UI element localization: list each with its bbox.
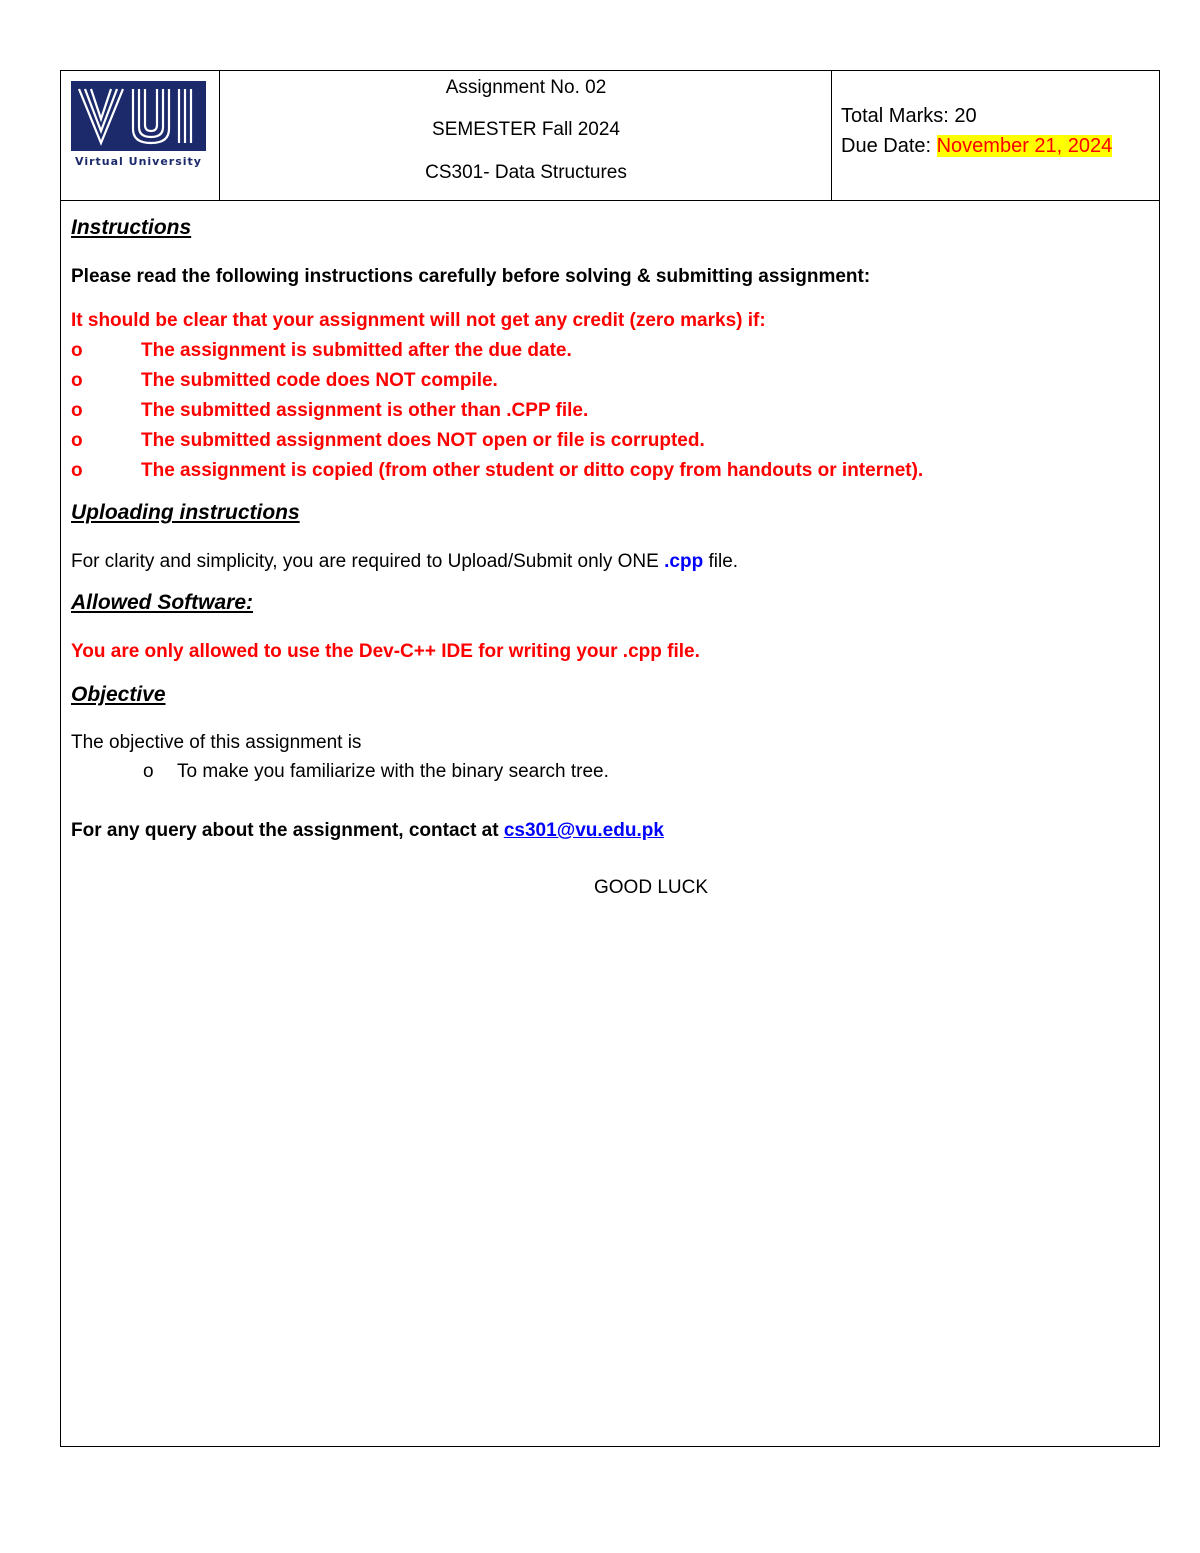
document-page: [60, 70, 1160, 1447]
due-date-label: Due Date:: [841, 135, 937, 157]
objective-item-text: To make you familiarize with the binary search tree.: [177, 761, 609, 782]
objective-intro: The objective of this assignment is: [71, 732, 362, 753]
vu-logo-graphic: [71, 81, 206, 151]
assignment-number: Assignment No. 02: [445, 77, 607, 98]
due-date-value: November 21, 2024: [936, 135, 1113, 157]
list-item: [71, 430, 705, 452]
software-text: You are only allowed to use the Dev-C++ IDE for writing your .cpp file.: [71, 641, 700, 662]
instructions-intro: Please read the following instructions carefully before solving & submitting assignment:: [71, 266, 871, 287]
bullet-icon: o: [71, 460, 83, 481]
uploading-text-before: For clarity and simplicity, you are required to Upload/Submit only ONE: [71, 551, 665, 572]
total-marks: Total Marks: 20: [841, 105, 977, 127]
objective-title: Objective: [71, 683, 166, 706]
semester: SEMESTER Fall 2024: [432, 119, 620, 140]
objective-item: [143, 761, 609, 783]
uploading-ext: .cpp: [664, 551, 704, 572]
bullet-icon: o: [71, 340, 83, 361]
vu-logo: [71, 81, 206, 173]
header-center: [221, 71, 831, 201]
list-item-text: The submitted code does NOT compile.: [141, 370, 498, 391]
header-table: [61, 71, 1159, 201]
vu-logo-mark: [71, 81, 206, 151]
uploading-text-after: file.: [703, 551, 739, 572]
course-title: CS301- Data Structures: [425, 162, 627, 183]
due-date: [841, 131, 1112, 161]
instructions-warning: It should be clear that your assignment will not get any credit (zero marks) if:: [71, 310, 766, 331]
list-item-text: The submitted assignment does NOT open or file is corrupted.: [141, 430, 705, 451]
closing: GOOD LUCK: [593, 877, 709, 898]
contact-line: [71, 820, 664, 842]
list-item: [71, 370, 498, 392]
bullet-icon: o: [71, 370, 83, 391]
header-right: [841, 101, 1112, 161]
list-item-text: The submitted assignment is other than .CPP file.: [141, 400, 589, 421]
contact-text: For any query about the assignment, contact at: [71, 820, 504, 841]
vu-logo-caption: Virtual University: [75, 155, 202, 168]
list-item-text: The assignment is copied (from other student or ditto copy from handouts or internet).: [141, 460, 924, 481]
list-item-text: The assignment is submitted after the due date.: [141, 340, 572, 361]
bullet-icon: o: [71, 400, 83, 421]
uploading-text: [71, 551, 738, 573]
instructions-title: Instructions: [71, 216, 192, 239]
contact-email-link[interactable]: cs301@vu.edu.pk: [503, 820, 664, 841]
header-divider: [219, 71, 220, 201]
uploading-title: Uploading instructions: [71, 501, 300, 524]
list-item: [71, 340, 572, 362]
header-divider: [831, 71, 832, 201]
list-item: [71, 400, 588, 422]
bullet-icon: o: [143, 761, 154, 782]
list-item: [71, 460, 923, 482]
software-title: Allowed Software:: [71, 591, 254, 614]
bullet-icon: o: [71, 430, 83, 451]
